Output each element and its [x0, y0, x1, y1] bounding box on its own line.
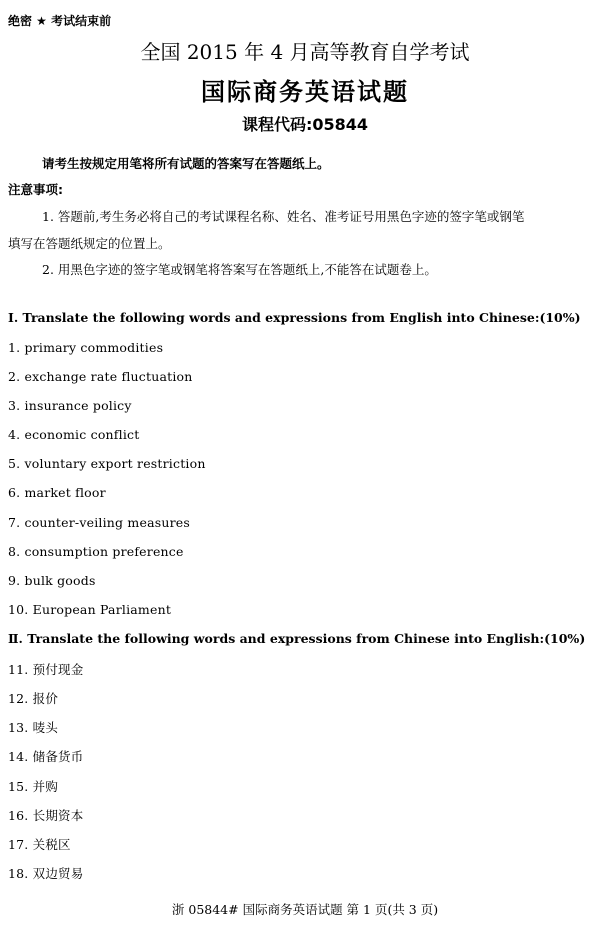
note-item-1-line-2: 填写在答题纸规定的位置上。 [8, 236, 171, 251]
question-item: 2. exchange rate fluctuation [8, 369, 193, 384]
question-item: 6. market floor [8, 485, 106, 500]
note-item-1-line-1: 1. 答题前,考生务必将自己的考试课程名称、姓名、准考证号用黑色字迹的签字笔或钢笔 [42, 209, 525, 224]
answer-instruction: 请考生按规定用笔将所有试题的答案写在答题纸上。 [42, 156, 330, 171]
exam-title: 全国 2015 年 4 月高等教育自学考试 [140, 40, 470, 64]
paper-title: 国际商务英语试题 [201, 78, 409, 106]
question-item: 1. primary commodities [8, 340, 164, 355]
question-item: 7. counter-veiling measures [8, 515, 190, 530]
question-item: 13. 唛头 [8, 720, 59, 735]
question-item: 15. 并购 [8, 779, 59, 794]
question-item: 10. European Parliament [8, 602, 172, 617]
notes-title: 注意事项: [8, 182, 63, 197]
section-1-heading: Ⅰ. Translate the following words and expressions from English into Chinese:(10%) [8, 310, 581, 325]
question-item: 8. consumption preference [8, 544, 184, 559]
confidential-label: 绝密 ★ 考试结束前 [8, 14, 112, 28]
question-item: 3. insurance policy [8, 398, 132, 413]
question-item: 18. 双边贸易 [8, 866, 84, 881]
course-code: 课程代码:05844 [241, 115, 369, 134]
question-item: 16. 长期资本 [8, 808, 84, 823]
note-item-2: 2. 用黑色字迹的签字笔或钢笔将答案写在答题纸上,不能答在试题卷上。 [42, 262, 437, 277]
question-item: 9. bulk goods [8, 573, 96, 588]
question-item: 5. voluntary export restriction [8, 456, 206, 471]
question-item: 4. economic conflict [8, 427, 140, 442]
question-item: 14. 储备货币 [8, 749, 84, 764]
section-2-heading: Ⅱ. Translate the following words and expressions from Chinese into English:(10%) [8, 631, 586, 646]
page-footer: 浙 05844# 国际商务英语试题 第 1 页(共 3 页) [171, 902, 439, 917]
question-item: 11. 预付现金 [8, 662, 84, 677]
question-item: 17. 关税区 [8, 837, 71, 852]
question-item: 12. 报价 [8, 691, 59, 706]
